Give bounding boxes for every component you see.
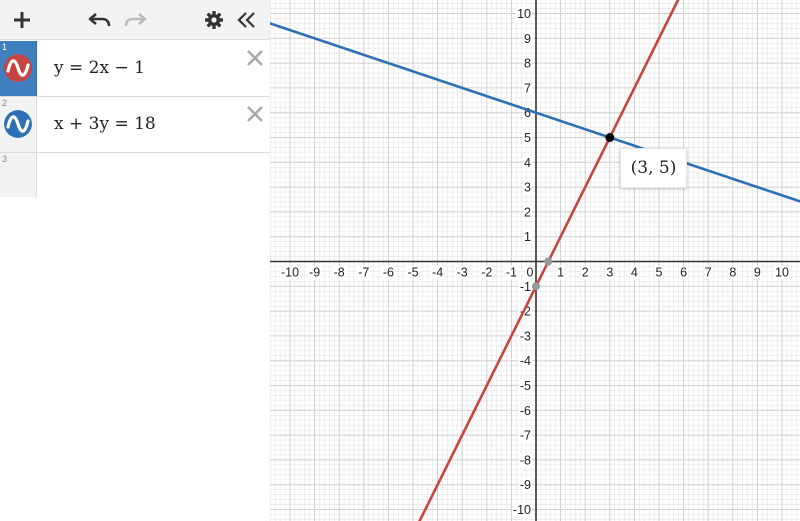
x-tick-label: 0: [526, 265, 534, 280]
expression-input[interactable]: y = 2x − 1: [54, 58, 145, 78]
x-tick-label: 2: [581, 265, 589, 280]
x-tick-label: -5: [407, 265, 419, 280]
y-tick-label: -8: [519, 453, 531, 468]
graph-canvas[interactable]: [270, 0, 800, 521]
expression-input[interactable]: x + 3y = 18: [54, 114, 156, 134]
x-tick-label: -1: [505, 265, 517, 280]
y-tick-label: -7: [519, 428, 531, 443]
gear-icon: [204, 10, 224, 30]
y-tick-label: 3: [524, 180, 531, 195]
undo-icon: [88, 10, 112, 30]
expression-list-panel: [0, 0, 270, 521]
x-tick-label: -8: [333, 265, 345, 280]
y-tick-label: -1: [519, 279, 531, 294]
settings-button[interactable]: [201, 6, 227, 34]
intercept-point[interactable]: [544, 258, 552, 266]
expression-index: 2: [2, 98, 8, 108]
expression-row[interactable]: [0, 41, 270, 97]
intersection-point[interactable]: [605, 133, 614, 142]
x-tick-label: 3: [606, 265, 614, 280]
expression-index: 3: [2, 154, 8, 164]
x-tick-label: -7: [358, 265, 370, 280]
expression-row[interactable]: [0, 97, 270, 153]
x-tick-label: -10: [280, 265, 300, 280]
double-chevron-left-icon: [236, 10, 258, 30]
y-tick-label: 7: [524, 81, 531, 96]
x-tick-label: -9: [309, 265, 321, 280]
y-tick-label: -6: [519, 403, 531, 418]
delete-expression-icon[interactable]: [246, 105, 264, 123]
expression-gutter: [0, 97, 37, 152]
x-tick-label: -2: [481, 265, 493, 280]
x-tick-label: -6: [382, 265, 394, 280]
expression-row-empty[interactable]: [0, 153, 270, 197]
x-tick-label: 1: [557, 265, 565, 280]
redo-button[interactable]: [121, 6, 149, 34]
y-tick-label: -3: [519, 329, 531, 344]
expression-gutter: [0, 153, 37, 197]
y-tick-label: -10: [512, 503, 531, 517]
x-tick-label: 6: [680, 265, 688, 280]
y-tick-label: 9: [524, 31, 531, 46]
x-tick-label: 7: [704, 265, 712, 280]
y-tick-label: 1: [524, 230, 531, 245]
y-tick-label: 10: [517, 7, 531, 21]
x-tick-label: 10: [775, 265, 789, 280]
intercept-point[interactable]: [532, 282, 540, 290]
y-tick-label: 4: [524, 155, 531, 170]
graph-paper[interactable]: [270, 0, 800, 521]
y-tick-label: -5: [519, 379, 531, 393]
add-expression-button[interactable]: [10, 6, 34, 34]
y-tick-label: 8: [524, 56, 531, 71]
x-tick-label: 8: [729, 265, 737, 280]
expression-index: 1: [2, 42, 8, 52]
expression-gutter: [0, 41, 37, 96]
delete-expression-icon[interactable]: [246, 49, 264, 67]
y-tick-label: -4: [519, 354, 531, 369]
plus-icon: [12, 10, 32, 30]
y-tick-label: 5: [524, 131, 531, 145]
collapse-list-button[interactable]: [234, 6, 260, 34]
intersection-point-label: (3, 5): [620, 148, 687, 188]
undo-button[interactable]: [86, 6, 114, 34]
x-tick-label: 4: [630, 265, 638, 280]
redo-icon: [123, 10, 147, 30]
y-tick-label: -2: [519, 304, 531, 319]
x-tick-label: -4: [432, 265, 444, 280]
x-tick-label: -3: [456, 265, 468, 280]
y-tick-label: 6: [524, 106, 531, 121]
expression-toolbar: [0, 0, 270, 40]
y-tick-label: -9: [519, 478, 531, 493]
y-tick-label: 2: [524, 205, 531, 220]
x-tick-label: 5: [655, 265, 663, 280]
x-tick-label: 9: [753, 265, 761, 280]
wave-icon[interactable]: [4, 54, 32, 82]
wave-icon[interactable]: [4, 110, 32, 138]
